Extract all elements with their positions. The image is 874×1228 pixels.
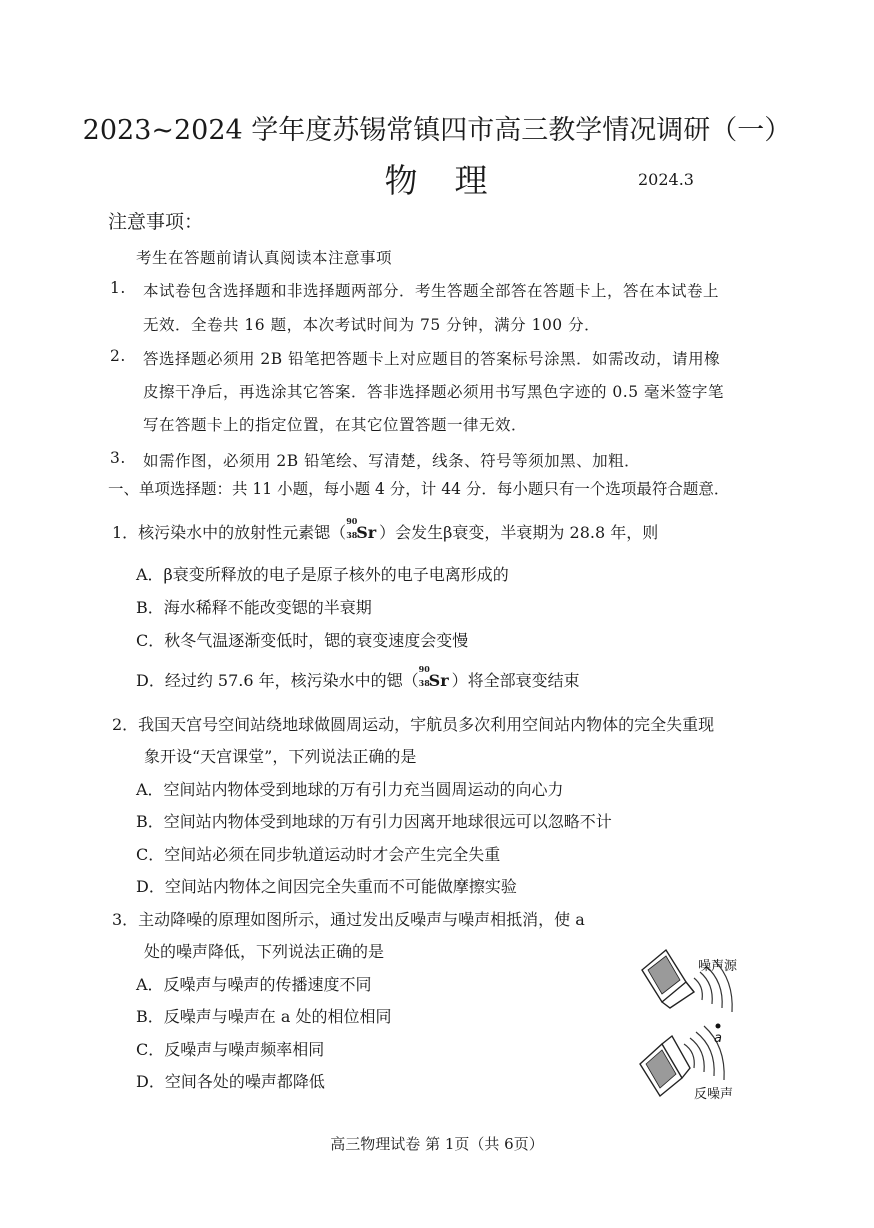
question-1-option-c: C．秋冬气温逐渐变低时，锶的衰变速度会变慢 [136,631,469,650]
anti-noise-speaker-icon [640,1036,690,1096]
noise-speaker-icon [642,950,694,1008]
notice-item-1-line-1: 本试卷包含选择题和非选择题两部分．考生答题全部答在答题卡上，答在本试卷上 [143,282,720,300]
isotope-atomic-number: 38 [346,530,358,540]
isotope-atomic-number: 38 [418,678,430,688]
question-3-option-c: C．反噪声与噪声频率相同 [136,1040,325,1059]
question-3-stem-line-1: 3．主动降噪的原理如图所示，通过发出反噪声与噪声相抵消，使 a [112,910,585,929]
question-1-stem-a: 1．核污染水中的放射性元素锶（ [112,523,347,542]
exam-date: 2024.3 [638,170,694,189]
question-2-option-c: C．空间站必须在同步轨道运动时才会产生完全失重 [136,845,501,864]
isotope-mass-number: 90 [418,664,430,674]
notice-heading: 注意事项： [108,211,204,233]
question-2-stem-line-1: 2．我国天宫号空间站绕地球做圆周运动，宇航员多次利用空间站内物体的完全失重现 [112,715,715,734]
point-a-label: a [714,1031,722,1046]
question-1-option-d-b: ）将全部衰变结束 [451,671,580,690]
question-1-option-d [136,664,580,691]
notice-item-2-num: 2. [110,347,126,365]
question-3-option-b: B．反噪声与噪声在 a 处的相位相同 [136,1007,392,1026]
question-1-option-a: A．β衰变所释放的电子是原子核外的电子电离形成的 [136,565,509,584]
question-2-option-a: A．空间站内物体受到地球的万有引力充当圆周运动的向心力 [136,780,564,799]
notice-item-2-line-3: 写在答题卡上的指定位置，在其它位置答题一律无效． [143,416,528,434]
section-heading: 一、单项选择题：共 11 小题，每小题 4 分，计 44 分．每小题只有一个选项最符合题意． [108,480,730,498]
notice-item-2-line-1: 答选择题必须用 2B 铅笔把答题卡上对应题目的答案标号涂黑．如需改动，请用橡 [143,350,721,368]
isotope-mass-number: 90 [346,516,358,526]
question-3-stem-line-2: 处的噪声降低，下列说法正确的是 [144,942,385,961]
question-3-option-a: A．反噪声与噪声的传播速度不同 [136,975,372,994]
question-2-option-d: D．空间站内物体之间因完全失重而不可能做摩擦实验 [136,877,517,896]
strontium-isotope-2 [418,664,449,690]
notice-item-3-num: 3. [110,449,126,467]
notice-item-1-line-2: 无效．全卷共 16 题，本次考试时间为 75 分钟，满分 100 分． [143,316,601,334]
isotope-symbol: Sr [356,523,377,542]
question-1-stem-b: ）会发生β衰变，半衰期为 28.8 年，则 [379,523,659,542]
page-footer: 高三物理试卷 第 1页（共 6页） [330,1135,544,1153]
question-1-stem [112,516,659,543]
notice-item-2-line-2: 皮擦干净后，再选涂其它答案．答非选择题必须用书写黑色字迹的 0.5 毫米签字笔 [143,383,725,401]
noise-source-label: 噪声源 [698,959,738,974]
subject-title: 物 理 [384,161,490,200]
question-3-option-d: D．空间各处的噪声都降低 [136,1072,325,1091]
isotope-symbol: Sr [428,671,449,690]
point-a-marker [716,1024,721,1029]
strontium-isotope [346,516,377,542]
notice-item-1-num: 1. [110,279,126,297]
question-2-stem-line-2: 象开设“天宫课堂”，下列说法正确的是 [144,747,417,766]
noise-cancellation-figure [632,940,782,1110]
notice-item-3-line-1: 如需作图，必须用 2B 铅笔绘、写清楚，线条、符号等须加黑、加粗． [143,452,641,470]
question-1-option-b: B．海水稀释不能改变锶的半衰期 [136,598,372,617]
anti-noise-label: 反噪声 [694,1087,734,1102]
exam-title: 2023~2024 学年度苏锡常镇四市高三教学情况调研（一） [82,115,792,146]
question-2-option-b: B．空间站内物体受到地球的万有引力因离开地球很远可以忽略不计 [136,812,612,831]
notice-intro: 考生在答题前请认真阅读本注意事项 [136,249,393,267]
question-1-option-d-a: D．经过约 57.6 年，核污染水中的锶（ [136,671,419,690]
